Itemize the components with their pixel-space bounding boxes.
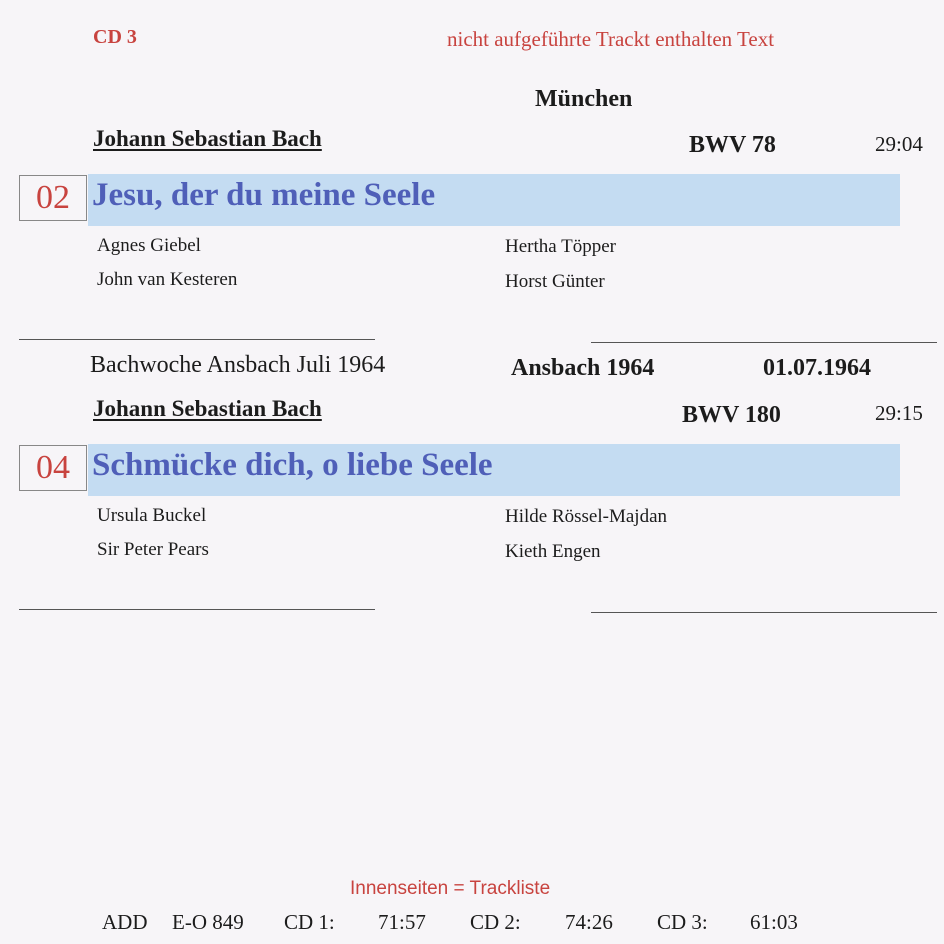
- track-number: 04: [19, 445, 87, 491]
- bwv-number: BWV 180: [682, 402, 781, 428]
- artist-name: Hertha Töpper: [505, 236, 616, 257]
- catalog-number: E-O 849: [172, 910, 244, 934]
- divider-line: [591, 342, 937, 343]
- cd1-time: 71:57: [378, 910, 426, 934]
- composer-name: Johann Sebastian Bach: [93, 126, 322, 151]
- divider-line: [19, 339, 375, 340]
- cd2-time: 74:26: [565, 910, 613, 934]
- cd3-time: 61:03: [750, 910, 798, 934]
- track-title: Jesu, der du meine Seele: [92, 177, 436, 213]
- artist-name: Agnes Giebel: [97, 235, 201, 256]
- footer-note: Innenseiten = Trackliste: [350, 878, 551, 899]
- artist-name: Sir Peter Pears: [97, 539, 209, 560]
- track-duration: 29:04: [875, 132, 923, 156]
- track-title: Schmücke dich, o liebe Seele: [92, 447, 493, 483]
- track-title-bar: [88, 444, 900, 496]
- cd3-label: CD 3:: [657, 910, 708, 934]
- track-title-bar: [88, 174, 900, 226]
- header-note: nicht aufgeführte Trackt enthalten Text: [447, 27, 775, 51]
- artist-name: Ursula Buckel: [97, 505, 207, 526]
- cd-label: CD 3: [93, 26, 137, 48]
- recording-location: München: [535, 86, 633, 112]
- place-year: Ansbach 1964: [511, 355, 655, 381]
- divider-line: [591, 612, 937, 613]
- artist-name: Horst Günter: [505, 271, 605, 292]
- composer-name: Johann Sebastian Bach: [93, 396, 322, 421]
- cd2-label: CD 2:: [470, 910, 521, 934]
- track-number: 02: [19, 175, 87, 221]
- festival-name: Bachwoche Ansbach Juli 1964: [90, 352, 386, 378]
- bwv-number: BWV 78: [689, 132, 776, 158]
- artist-name: John van Kesteren: [97, 269, 238, 290]
- add-code: ADD: [102, 910, 148, 934]
- recording-date: 01.07.1964: [763, 355, 871, 381]
- divider-line: [19, 609, 375, 610]
- artist-name: Hilde Rössel-Majdan: [505, 506, 668, 527]
- cd1-label: CD 1:: [284, 910, 335, 934]
- track-duration: 29:15: [875, 401, 923, 425]
- artist-name: Kieth Engen: [505, 541, 601, 562]
